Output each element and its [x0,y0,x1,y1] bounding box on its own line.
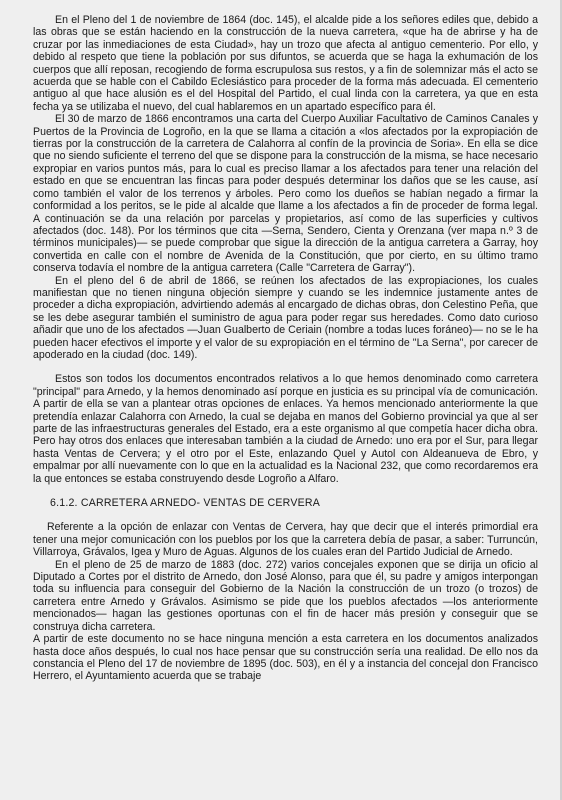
paragraph-pleno-abril-1866: En el pleno del 6 de abril de 1866, se reúnen los afectados de las expropiaciones, los cuales manifiestan que no tienen ninguna objeción siempre y cuando se les indemnice justamente antes de proceder a dicha expropiación, advirtiendo además al encargado de dichas obras, don Celestino Peña, que se les debe asegurar también el suministro de agua para poder regar sus heredades. Como dato curioso añadir que uno de los afectados —Juan Gualberto de Ceriain (nombre a todas luces foráneo)— no se le ha pueden hacer efectivos el importe y el valor de su expropiación en el término de "La Serna", por carecer de apoderado en la ciudad (doc. 149). [33,274,538,361]
section-heading: 6.1.2. CARRETERA ARNEDO- VENTAS DE CERVERA [50,497,320,510]
paragraph-carta-1866: El 30 de marzo de 1866 encontramos una carta del Cuerpo Auxiliar Facultativo de Caminos Canales y Puertos de la Provincia de Logroño, en la que se llama a citación a «los afectados por la expropiación de tierras por la construcción de la carretera de Calahorra al confín de la provincia de Soria». En ella se dice que no siendo suficiente el terreno del que se dispone para la construcción de la misma, se hace necesario expropiar en varios puntos más, para lo cual es preciso llamar a los afectados para tener una relación del estado en que se encuentran las fincas para poder después determinar los daños que se les cause, así como también el valor de los terrenos y árboles. Pero como los dueños se habían negado a firmar la conformidad a los peritos, se le pide al alcalde que llame a los afectados a fin de proceder de forma legal. A continuación se da una relación por parcelas y propietarios, así como de las superficies y cultivos afectados (doc. 148). Por los términos que cita —Serna, Sendero, Cienta y Orenzana (ver mapa n.º 3 de términos municipales)— se puede comprobar que sigue la dirección de la antigua carretera a Garray, hoy convertida en calle con el nombre de Avenida de la Constitución, que por cierto, en su último tramo conserva todavía el nombre de la antigua carretera (Calle "Carretera de Garray"). [33,113,538,275]
paragraph-pleno-1895: A partir de este documento no se hace ninguna mención a esta carretera en los documentos analizados hasta doce años después, lo cual nos hace pensar que su construcción sería una realidad. De ello nos da constancia el Pleno del 17 de noviembre de 1895 (doc. 503), en él y a instancia del concejal don Francisco Herrero, el Ayuntamiento acuerda que se trabaje [33,633,538,683]
paragraph-carretera-principal: Estos son todos los documentos encontrados relativos a lo que hemos denominado como carretera "principal" para Arnedo, y la hemos denominado así porque en justicia es su principal vía de comunicación. A partir de ella se van a plantear otras opciones de enlaces. Ya hemos mencionado anteriormente la que pretendía enlazar Calahorra con Arnedo, la cual se dejaba en manos del Gobierno provincial ya que al ser parte de las infraestructuras generales del Estado, era a este organismo al que competía hacer dicha obra. Pero hay otros dos enlaces que interesaban también a la ciudad de Arnedo: uno era por el Sur, para llegar hasta Ventas de Cervera; y el otro por el Este, enlazando Quel y Autol con Aldeanueva de Ebro, y empalmar por allí nuevamente con lo que en la actualidad es la Nacional 232, que como recordaremos era la que entonces se estaba construyendo desde Logroño a Alfaro. [33,373,538,485]
paragraph-pleno-1883: En el pleno de 25 de marzo de 1883 (doc. 272) varios concejales exponen que se dirija un oficio al Diputado a Cortes por el distrito de Arnedo, don José Alonso, para que él, su padre y amigos interpongan toda su influencia para conseguir del Gobierno de la Nación la construcción de un trozo (o trozos) de carretera entre Arnedo y Grávalos. Asimismo se pide que los pueblos afectados —los anteriormente mencionados— hagan las gestiones oportunas con el fin de hacer más presión y conseguir que se construya dicha carretera. [33,558,538,633]
paragraph-ventas-cervera: Referente a la opción de enlazar con Ventas de Cervera, hay que decir que el interés primordial era tener una mejor comunicación con los pueblos por los que la carretera debía de pasar, a saber: Turruncún, Villarroya, Grávalos, Igea y Muro de Aguas. Algunos de los cuales eran del Partido Judicial de Arnedo. [33,521,538,559]
paragraph-pleno-1864: En el Pleno del 1 de noviembre de 1864 (doc. 145), el alcalde pide a los señores ediles que, debido a las obras que se están haciendo en la construcción de la nueva carretera, «que ha de abrirse y ha de cruzar por las inmediaciones de esta Ciudad», hay un trozo que afecta al antiguo cementerio. Por ello, y debido al respeto que tiene la población por sus difuntos, se acuerda que se haga la exhumación de los cuerpos que allí reposan, recogiendo de forma escrupulosa sus restos, y a fin de solemnizar más el acto se acuerda que se hable con el Cabildo Eclesiástico para proceder de la forma más adecuada. El cementerio antiguo al que hace alusión es el del Hospital del Partido, el cual linda con la carretera, ya que en esta fecha ya se utilizaba el nuevo, del cual hablaremos en un apartado específico para él. [33,14,538,113]
